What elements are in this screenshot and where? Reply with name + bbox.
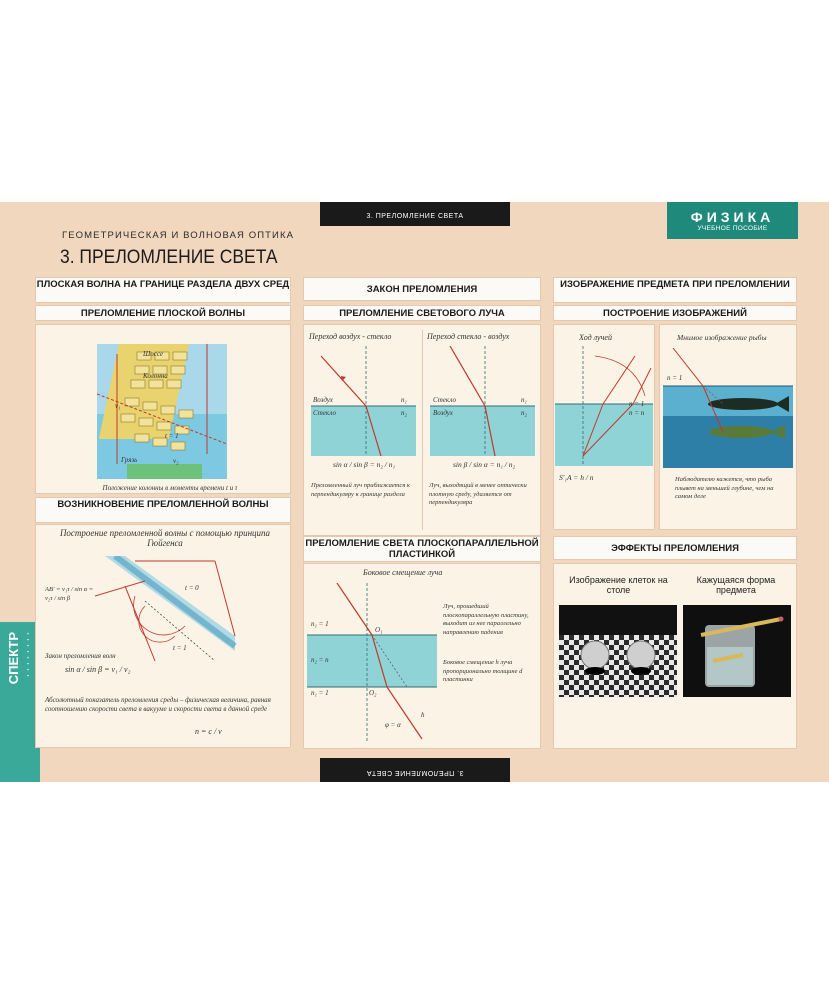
panel-plate xyxy=(303,563,541,749)
plate-text-1: Луч, прошедший плоскопараллельную пластину, выходит из нее параллельно направлению падения xyxy=(443,603,529,636)
plate-n3: n₁ = 1 xyxy=(311,689,329,697)
huygens-t1: t = 1 xyxy=(173,644,187,652)
column-march-figure xyxy=(97,344,227,479)
glass-air-n2: n₂ xyxy=(521,409,527,417)
plate-o1: O₁ xyxy=(375,626,383,634)
air-glass-top-label: Воздух xyxy=(313,396,333,404)
huygens-t0: t = 0 xyxy=(185,584,199,592)
panel-ray-refraction xyxy=(303,324,541,536)
plate-n2: n₂ = n xyxy=(311,656,329,664)
air-glass-equation: sin α / sin β = n₂ / n₁ xyxy=(333,460,396,469)
air-glass-text: Преломленный луч приближается к перпендикуляру к границе раздела xyxy=(311,482,410,498)
fish-text: Наблюдателю кажется, что рыба плывет на меньшей глубине, чем на самом деле xyxy=(675,476,774,500)
fish-figure xyxy=(663,348,793,468)
header-light-ray-refraction: ПРЕЛОМЛЕНИЕ СВЕТОВОГО ЛУЧА xyxy=(303,305,541,321)
rays-equation: S'₁A = h / n xyxy=(559,473,594,482)
huygens-caption: Построение преломленной волны с помощью принципа Гюйгенса xyxy=(59,528,271,548)
plate-h: h xyxy=(421,711,425,719)
header-image-refraction: ИЗОБРАЖЕНИЕ ПРЕДМЕТА ПРИ ПРЕЛОМЛЕНИИ xyxy=(553,277,797,303)
huygens-eq-ab: AB' = v₁τ / sin α = v₂τ / sin β xyxy=(45,586,94,602)
plate-o2: O₂ xyxy=(369,689,377,697)
fish-n-air: n = 1 xyxy=(667,374,683,382)
glass-air-top-label: Стекло xyxy=(433,396,456,404)
poster-title: 3. ПРЕЛОМЛЕНИЕ СВЕТА xyxy=(60,247,278,268)
label-shosse: Шоссе xyxy=(143,350,164,358)
plane-wave-caption: Положение колонны в моменты времени t и τ xyxy=(102,484,238,492)
label-v1: v₁ xyxy=(115,402,121,410)
rays-n-water: n = n xyxy=(629,409,645,417)
glass-air-n1: n₁ xyxy=(521,396,527,404)
plate-title: Боковое смещение луча xyxy=(363,568,443,577)
divider-vertical xyxy=(422,330,423,530)
logo-small-text: ▪▪▪▪▪▪▪▪ xyxy=(25,630,31,678)
air-glass-n1: n₁ xyxy=(401,396,407,404)
rays-title: Ход лучей xyxy=(579,333,612,342)
header-refraction-law: ЗАКОН ПРЕЛОМЛЕНИЯ xyxy=(303,277,541,301)
air-glass-n2: n₂ xyxy=(401,409,407,417)
glass-air-equation: sin β / sin α = n₁ / n₂ xyxy=(453,460,516,469)
label-v2: v₂ xyxy=(173,457,179,465)
fish-title: Мнимое изображение рыбы xyxy=(677,333,767,342)
law-equation: sin α / sin β = v₁ / v₂ xyxy=(65,665,131,674)
publisher-logo xyxy=(0,622,40,782)
air-glass-bottom-label: Стекло xyxy=(313,409,336,417)
header-plane-wave-refraction: ПРЕЛОМЛЕНИЕ ПЛОСКОЙ ВОЛНЫ xyxy=(35,305,291,321)
label-gryaz: Грязь xyxy=(121,456,138,464)
label-t: t = 1 xyxy=(165,432,179,440)
header-plane-wave: ПЛОСКАЯ ВОЛНА НА ГРАНИЦЕ РАЗДЕЛА ДВУХ СРЕД xyxy=(35,277,291,303)
plate-phi: φ = α xyxy=(385,721,401,729)
logo-text: СПЕКТР xyxy=(6,632,21,685)
air-glass-title: Переход воздух - стекло xyxy=(309,332,392,341)
plate-n1: n₁ = 1 xyxy=(311,620,329,628)
panel-plane-wave xyxy=(35,324,291,494)
poster xyxy=(0,202,829,782)
header-refraction-effects: ЭФФЕКТЫ ПРЕЛОМЛЕНИЯ xyxy=(553,536,797,560)
brand-title: ФИЗИКА xyxy=(690,209,775,225)
panel-huygens xyxy=(35,524,291,748)
brand-block xyxy=(667,202,798,239)
law-caption: Закон преломления волн xyxy=(45,652,116,660)
poster-subtitle: ГЕОМЕТРИЧЕСКАЯ И ВОЛНОВАЯ ОПТИКА xyxy=(62,230,295,241)
brand-subtitle: УЧЕБНОЕ ПОСОБИЕ xyxy=(697,225,768,232)
panel-rays xyxy=(553,324,655,530)
photo1-caption: Изображение клеток на столе xyxy=(569,575,668,595)
header-building-images: ПОСТРОЕНИЕ ИЗОБРАЖЕНИЙ xyxy=(553,305,797,321)
glass-air-title: Переход стекло - воздух xyxy=(427,332,510,341)
panel-effects xyxy=(553,563,797,749)
header-refracted-wave: ВОЗНИКНОВЕНИЕ ПРЕЛОМЛЕННОЙ ВОЛНЫ xyxy=(35,497,291,523)
rays-n-air: n = 1 xyxy=(629,400,645,408)
glass-air-text: Луч, выходящий в менее оптически плотную среду, удаляется от перпендикуляра xyxy=(429,482,527,506)
header-plate-refraction: ПРЕЛОМЛЕНИЕ СВЕТА ПЛОСКОПАРАЛЛЕЛЬНОЙ ПЛАСТИНКОЙ xyxy=(303,536,541,562)
panel-fish xyxy=(659,324,797,530)
glass-pencil-photo xyxy=(683,605,791,697)
label-kolonna: Колонна xyxy=(143,372,168,380)
plate-text-2: Боковое смещение h луча пропорционально толщине d пластинки xyxy=(443,659,523,683)
photo2-caption: Кажущаяся форма предмета xyxy=(696,575,776,595)
checker-spheres-photo xyxy=(559,605,677,697)
huygens-figure xyxy=(95,556,245,666)
n-equation: n = c / v xyxy=(195,727,222,736)
bottom-tab: 3. ПРЕЛОМЛЕНИЕ СВЕТА xyxy=(320,758,510,782)
glass-air-bottom-label: Воздух xyxy=(433,409,453,417)
absolute-index-text: Абсолютный показатель преломления среды – физическая величина, равная соотношению скорости света в вакууме и скорости света в данной среде xyxy=(45,696,271,713)
top-tab: 3. ПРЕЛОМЛЕНИЕ СВЕТА xyxy=(320,202,510,226)
